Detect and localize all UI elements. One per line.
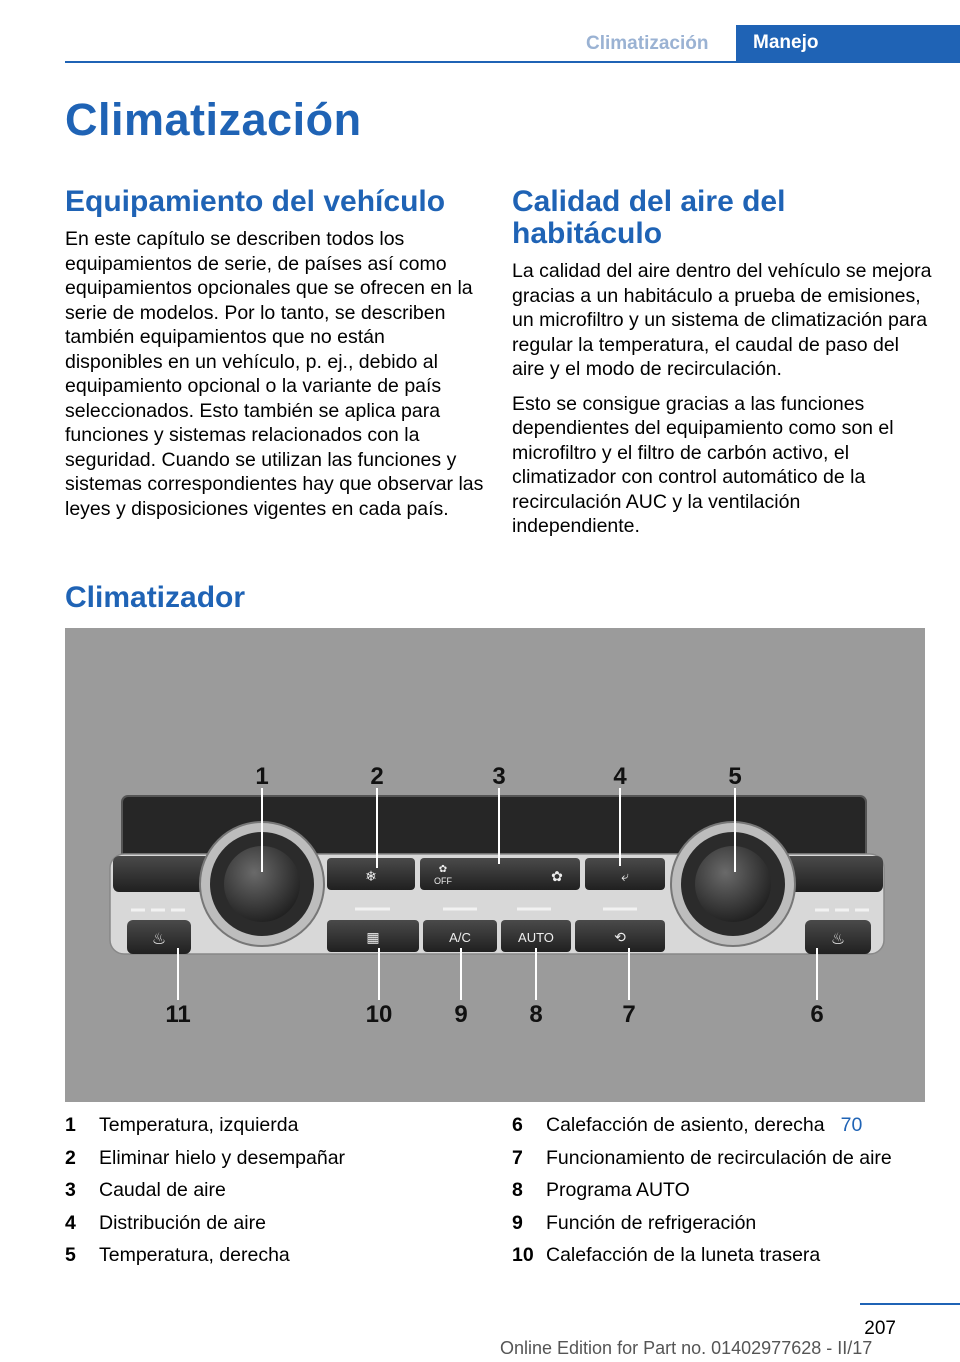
legend-text: Función de refrigeración (546, 1211, 757, 1234)
recirculation-icon: ⟲ (614, 930, 626, 946)
right-body-2: Esto se consigue gracias a las funciones dependientes del equipamiento como son el microfiltro y el filtro de carbón activo, el climatizador con control automático de la recirculación AUC y la ventilación independiente. (512, 392, 894, 537)
legend-number: 10 (512, 1244, 534, 1266)
left-body: En este capítulo se describen todos los equipamientos de serie, de países así como equipamientos opcionales que se ofrecen en la serie de modelos. Por lo tanto, se describen también equipamientos que no están disponibles en un vehículo, p. ej., debido al equipamiento opcional o la variante de país seleccionados. Esto también se aplica para funciones y sistemas relacionados con la seguridad. Cuando se utilizan las funciones y sistemas correspondientes hay que observar las leyes y disposiciones vigentes en cada país. (65, 228, 484, 520)
right-seat-heat-icon: ♨ (830, 929, 846, 948)
fan-speed-icon: ✿ (551, 869, 563, 885)
climate-panel-illustration (65, 628, 925, 1102)
legend-number: 4 (65, 1211, 76, 1234)
legend-item (65, 1178, 485, 1211)
left-seat-heat-icon: ♨ (151, 929, 167, 948)
legend-text: Caudal de aire (99, 1179, 226, 1201)
ac-label: A/C (449, 930, 471, 945)
edition-note: Online Edition for Part no. 01402977628 - II/17 (500, 1338, 873, 1358)
callout-9: 9 (454, 1001, 468, 1028)
legend-item (512, 1146, 932, 1179)
right-column (512, 186, 932, 539)
air-distribution-icon: ⤶ (621, 869, 629, 885)
callout-5: 5 (728, 763, 742, 790)
footer-rule (860, 1303, 960, 1305)
legend-item (65, 1243, 485, 1276)
right-body-1: La calidad del aire dentro del vehículo se mejora gracias a un habitáculo a prueba de emisiones, un microfiltro y un sistema de climatización para regular la temperatura, el caudal de paso del aire y el modo de recirculación. (512, 260, 932, 380)
right-temperature-knob[interactable] (671, 822, 795, 946)
legend-item (512, 1178, 932, 1211)
header-section-label: Climatización (586, 33, 709, 54)
callout-11: 11 (165, 1001, 191, 1028)
legend-text: Temperatura, derecha (99, 1244, 290, 1266)
legend-number: 5 (65, 1244, 76, 1266)
legend-item (65, 1146, 485, 1179)
legend-right (512, 1113, 932, 1276)
page-title: Climatización (65, 94, 362, 145)
page-number: 207 (864, 1318, 896, 1339)
climatizador-heading: Climatizador (65, 581, 246, 614)
climate-control-figure (65, 628, 925, 1102)
header-chapter-tab[interactable]: Manejo (736, 25, 960, 63)
defrost-icon: ❄ (365, 869, 377, 885)
auto-label: AUTO (518, 930, 554, 945)
legend-number: 7 (512, 1146, 523, 1169)
legend-number: 3 (65, 1179, 76, 1201)
legend-item (65, 1113, 485, 1146)
legend-text: Calefacción de asiento, derecha (546, 1114, 825, 1136)
legend-text: Calefacción de la luneta trasera (546, 1244, 821, 1266)
legend-text: Eliminar hielo y desempañar (99, 1146, 346, 1169)
callout-3: 3 (492, 763, 506, 790)
left-column (65, 186, 485, 521)
legend-item (65, 1211, 485, 1244)
legend-text: Programa AUTO (546, 1179, 690, 1201)
legend-number: 6 (512, 1114, 523, 1136)
rear-window-heat-icon: ▦ (366, 930, 380, 946)
legend-number: 9 (512, 1211, 523, 1234)
legend-left (65, 1113, 485, 1276)
legend-text: Temperatura, izquierda (99, 1114, 299, 1136)
legend-text: Funcionamiento de recirculación de aire (546, 1146, 892, 1169)
legend-text: Distribución de aire (99, 1211, 266, 1234)
legend-item (512, 1243, 932, 1276)
callout-4: 4 (613, 763, 627, 790)
legend-item (512, 1113, 932, 1146)
callout-8: 8 (529, 1001, 543, 1028)
callout-2: 2 (370, 763, 384, 790)
callout-10: 10 (365, 1001, 393, 1028)
left-heading: Equipamiento del vehículo (65, 185, 446, 218)
legend-number: 1 (65, 1114, 76, 1136)
right-heading: Calidad del aire del habitáculo (512, 185, 786, 250)
off-label: OFF (434, 876, 452, 886)
callout-6: 6 (810, 1001, 824, 1028)
fan-icon: ✿ (438, 864, 448, 875)
legend-number: 2 (65, 1146, 76, 1169)
callout-1: 1 (255, 763, 269, 790)
callout-7: 7 (622, 1001, 636, 1028)
legend-item (512, 1211, 932, 1244)
page-reference-link[interactable]: 70 (840, 1114, 863, 1136)
header-rule (65, 61, 960, 63)
legend-number: 8 (512, 1179, 523, 1201)
